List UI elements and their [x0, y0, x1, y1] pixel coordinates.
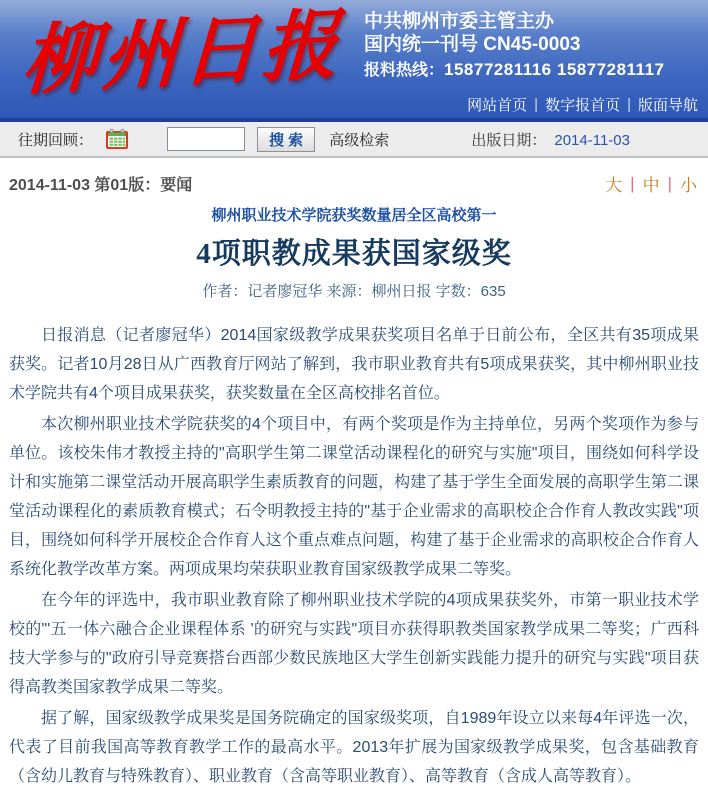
toolbar	[0, 122, 708, 158]
article-byline: 作者：记者廖冠华 来源：柳州日报 字数：635	[202, 283, 506, 300]
edition-info: 2014-11-03 第01版：要闻	[9, 177, 193, 194]
masthead-info	[364, 10, 665, 82]
publish-date	[471, 129, 630, 150]
search-button[interactable]: 搜 索	[257, 127, 315, 152]
size-separator: |	[630, 173, 635, 193]
article-meta-row	[9, 158, 699, 200]
paragraph: 据了解，国家级教学成果奖是国务院确定的国家级奖项，自1989年设立以来每4年评选一次，代表了目前我国高等教育教学工作的最高水平。2013年扩展为国家级教学成果奖，包含基础教育（含幼儿教育与特殊教育）、职业教育（含高等职业教育）、高等教育（含成人高等教育）。	[9, 710, 699, 785]
nav-separator: |	[534, 96, 539, 113]
nav-separator: |	[627, 96, 631, 113]
masthead	[0, 0, 708, 122]
sponsor-line: 中共柳州市委主管主办	[364, 11, 555, 32]
paragraph: 日报消息（记者廖冠华）2014国家级教学成果获奖项目名单于日前公布，全区共有35项成果获奖。记者10月28日从广西教育厅网站了解到，我市职业教育共有5项成果获奖，其中柳州职业技术学院共有4个项目成果获奖，获奖数量在全区高校排名首位。	[9, 327, 699, 402]
nav-link-epaper-home[interactable]: 数字报首页	[545, 97, 621, 114]
font-size-controls	[605, 171, 697, 196]
article-title: 4项职教成果获国家级奖	[196, 238, 512, 270]
hotline-label: 报料热线：	[364, 62, 445, 79]
paragraph: 本次柳州职业技术学院获奖的4个项目中，有两个奖项是作为主持单位，另两个奖项作为参与单位。该校朱伟才教授主持的"高职学生第二课堂活动课程化的研究与实施"项目，围绕如何科学设计和实施第二课堂活动开展高职学生素质教育的问题，构建了基于学生全面发展的高职学生第二课堂活动课程化的素质教育模式；石令明教授主持的"基于企业需求的高职校企合作育人教改实践"项目，围绕如何科学开展校企合作育人这个重点难点问题，构建了基于企业需求的高职校企合作育人系统化教学改革方案。两项成果均荣获职业教育国家级教学成果二等奖。	[9, 416, 699, 578]
archive-label: 往期回顾：	[18, 131, 94, 149]
article-kicker: 柳州职业技术学院获奖数量居全区高校第一	[211, 207, 497, 224]
issn-line: 国内统一刊号 CN45-0003	[364, 34, 581, 55]
nav-link-site-home[interactable]: 网站首页	[467, 97, 528, 114]
article-body	[9, 321, 699, 791]
publish-date-value: 2014-11-03	[554, 131, 630, 149]
header-nav	[467, 94, 698, 115]
font-size-medium[interactable]: 中	[642, 176, 660, 195]
paragraph: 在今年的评选中，我市职业教育除了柳州职业技术学院的4项成果获奖外，市第一职业技术学校的"'五一体六融合企业课程体系 '的研究与实践"项目亦获得职教类国家教学成果二等奖；广西科技大学参与的"政府引导竞赛搭台西部少数民族地区大学生创新实践能力提升的研究与实践"项目获得高教类国家教学成果二等奖。	[9, 592, 699, 696]
hotline-numbers: 15877281116 15877281117	[444, 60, 665, 79]
publish-date-label: 出版日期：	[471, 131, 547, 149]
size-separator: |	[667, 173, 672, 193]
nav-link-page-navigation[interactable]: 版面导航	[637, 97, 698, 114]
font-size-large[interactable]: 大	[605, 176, 623, 195]
search-input[interactable]	[167, 127, 245, 151]
font-size-small[interactable]: 小	[680, 176, 697, 195]
advanced-search-link[interactable]: 高级检索	[329, 131, 390, 149]
calendar-icon[interactable]	[105, 128, 129, 150]
newspaper-logo: 柳州日报	[20, 3, 344, 105]
hotline-line	[364, 59, 665, 82]
article-content	[0, 158, 708, 791]
